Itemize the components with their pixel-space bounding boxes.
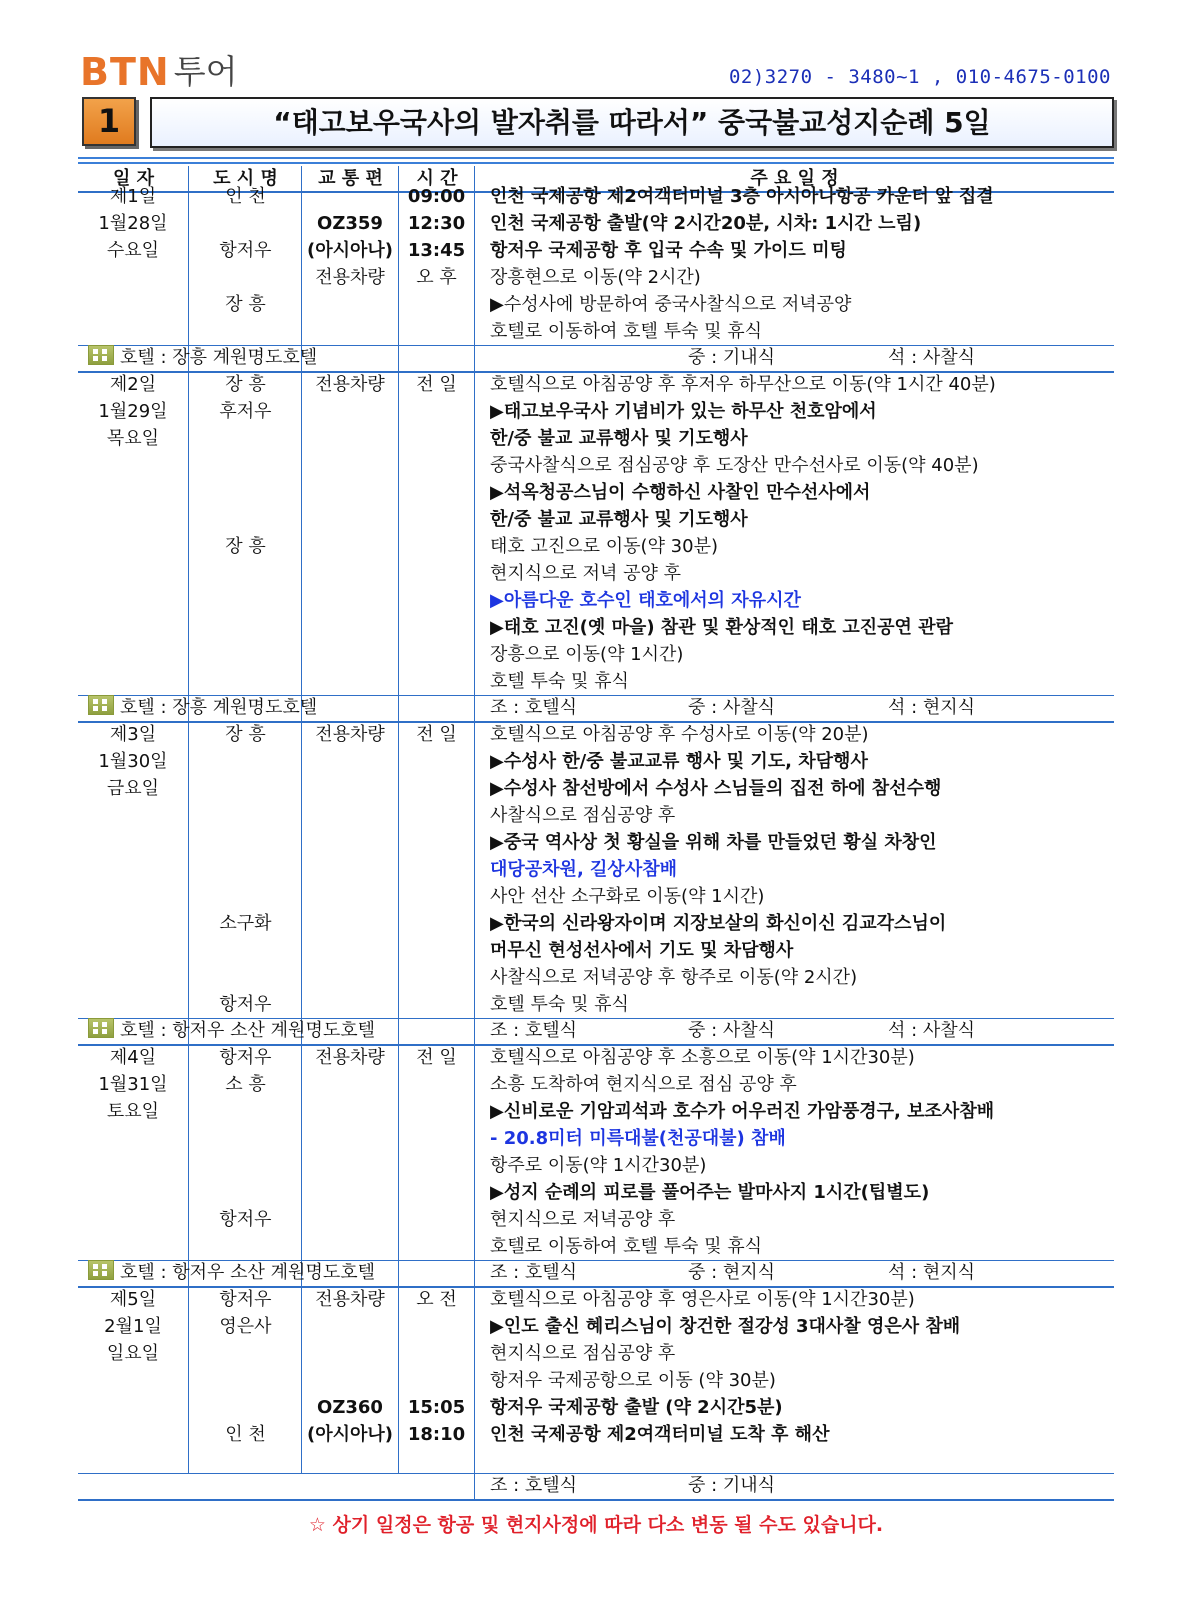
meal-lunch: 중 : 현지식	[688, 1262, 776, 1283]
city: 항저우	[219, 1047, 272, 1068]
schedule-item: 항저우 국제공항으로 이동 (약 30분)	[490, 1370, 776, 1391]
schedule-item: 호텔 투숙 및 휴식	[490, 994, 629, 1015]
schedule-item: 호텔로 이동하여 호텔 투숙 및 휴식	[490, 321, 763, 342]
flight-number: OZ359	[317, 213, 383, 234]
day-weekday: 금요일	[106, 778, 160, 799]
hotel-name: 호텔 : 항저우 소산 계원명도호텔	[120, 1020, 375, 1041]
city: 후저우	[219, 401, 272, 422]
day-weekday: 목요일	[106, 428, 160, 449]
schedule-item: 항저우 국제공항 출발 (약 2시간5분)	[490, 1397, 783, 1418]
schedule-item: 현지식으로 저녁 공양 후	[490, 563, 682, 584]
city: 소구화	[219, 913, 272, 934]
schedule-item: 호텔식으로 아침공양 후 영은사로 이동(약 1시간30분)	[490, 1289, 915, 1310]
column-header-city: 도 시 명	[213, 168, 278, 189]
city: 장 흥	[225, 724, 266, 745]
schedule-item: 중국사찰식으로 점심공양 후 도장산 만수선사로 이동(약 40분)	[490, 455, 979, 476]
hotel-info	[88, 695, 317, 721]
itinerary-number: 1	[82, 97, 136, 146]
schedule-item: ▶태고보우국사 기념비가 있는 하무산 천호암에서	[490, 401, 877, 422]
hotel-info	[88, 1260, 375, 1286]
day-weekday: 토요일	[106, 1101, 160, 1122]
day-label: 제3일	[109, 724, 157, 745]
schedule-item: ▶수성사 한/중 불교교류 행사 및 기도, 차담행사	[490, 751, 868, 772]
city: 장 흥	[225, 536, 266, 557]
day-date: 1월31일	[98, 1074, 168, 1095]
time: 15:05	[407, 1397, 466, 1418]
day-weekday: 일요일	[106, 1343, 160, 1364]
hotel-name: 호텔 : 장흥 계원명도호텔	[120, 697, 318, 718]
transport: 전용차량	[315, 724, 385, 745]
time: 13:45	[407, 240, 466, 261]
schedule-item: - 20.8미터 미륵대불(천공대불) 참배	[490, 1128, 786, 1149]
city: 항저우	[219, 1209, 272, 1230]
schedule-item: 인천 국제공항 제2여객터미널 도착 후 해산	[490, 1424, 830, 1445]
city: 인 천	[225, 186, 266, 207]
schedule-item: 현지식으로 점심공양 후	[490, 1343, 676, 1364]
schedule-item: ▶성지 순례의 피로를 풀어주는 발마사지 1시간(팁별도)	[490, 1182, 930, 1203]
schedule-item: 항주로 이동(약 1시간30분)	[490, 1155, 707, 1176]
schedule-item: 한/중 불교 교류행사 및 기도행사	[490, 428, 748, 449]
meal-dinner: 석 : 현지식	[888, 1262, 976, 1283]
schedule-item: 인천 국제공항 출발(약 2시간20분, 시차: 1시간 느림)	[490, 213, 922, 234]
schedule-item: ▶한국의 신라왕자이며 지장보살의 화신이신 김교각스님이	[490, 913, 947, 934]
column-header-date: 일 자	[112, 168, 155, 189]
column-divider	[398, 166, 399, 1473]
meal-breakfast: 조 : 호텔식	[490, 697, 578, 718]
schedule-item: 소흥 도착하여 현지식으로 점심 공양 후	[490, 1074, 797, 1095]
logo-brand: BTN	[80, 50, 170, 94]
city: 소 흥	[225, 1074, 266, 1095]
day-weekday: 수요일	[106, 240, 160, 261]
schedule-item: 태호 고진으로 이동(약 30분)	[490, 536, 718, 557]
table-bottom-rule	[78, 1499, 1114, 1501]
logo-suffix: 투어	[173, 52, 238, 91]
day-date: 1월30일	[98, 751, 168, 772]
meal-dinner: 석 : 사찰식	[888, 1020, 976, 1041]
table-top-rule	[78, 157, 1114, 159]
schedule-item: ▶인도 출신 혜리스님이 창건한 절강성 3대사찰 영은사 참배	[490, 1316, 961, 1337]
meal-breakfast: 조 : 호텔식	[490, 1262, 578, 1283]
schedule-item: 현지식으로 저녁공양 후	[490, 1209, 676, 1230]
footer-notice: ☆ 상기 일정은 항공 및 현지사정에 따라 다소 변동 될 수도 있습니다.	[308, 1514, 884, 1536]
transport: 전용차량	[315, 1047, 385, 1068]
time: 전 일	[416, 724, 457, 745]
time: 오 전	[416, 1289, 457, 1310]
time: 오 후	[416, 267, 457, 288]
schedule-item: 한/중 불교 교류행사 및 기도행사	[490, 509, 748, 530]
meal-lunch: 중 : 사찰식	[688, 697, 776, 718]
hotel-icon	[88, 1018, 114, 1038]
meal-dinner: 석 : 사찰식	[888, 347, 976, 368]
schedule-item: 호텔 투숙 및 휴식	[490, 671, 629, 692]
schedule-item: ▶석옥청공스님이 수행하신 사찰인 만수선사에서	[490, 482, 871, 503]
schedule-item: ▶수성사에 방문하여 중국사찰식으로 저녁공양	[490, 294, 852, 315]
time: 18:10	[407, 1424, 466, 1445]
schedule-item: ▶수성사 참선방에서 수성사 스님들의 집전 하에 참선수행	[490, 778, 942, 799]
transport: 전용차량	[315, 374, 385, 395]
time: 전 일	[416, 1047, 457, 1068]
day-label: 제5일	[109, 1289, 157, 1310]
schedule-item: 인천 국제공항 제2여객터미널 3층 아시아나항공 카운터 앞 집결	[490, 186, 994, 207]
hotel-icon	[88, 345, 114, 365]
transport: 전용차량	[315, 1289, 385, 1310]
table-top-rule-2	[78, 162, 1114, 164]
airline: (아시아나)	[306, 240, 393, 261]
schedule-item: 호텔식으로 아침공양 후 후저우 하무산으로 이동(약 1시간 40분)	[490, 374, 996, 395]
page-title: “태고보우국사의 발자취를 따라서” 중국불교성지순례 5일	[150, 97, 1114, 148]
schedule-item: 사안 선산 소구화로 이동(약 1시간)	[490, 886, 765, 907]
hotel-name: 호텔 : 항저우 소산 계원명도호텔	[120, 1262, 375, 1283]
city: 항저우	[219, 1289, 272, 1310]
schedule-item: 대당공차원, 길상사참배	[490, 859, 677, 880]
meal-lunch: 중 : 기내식	[688, 1475, 776, 1496]
hotel-info	[88, 1018, 375, 1044]
column-header-transport: 교 통 편	[318, 168, 383, 189]
day-label: 제1일	[109, 186, 157, 207]
hotel-name: 호텔 : 장흥 계원명도호텔	[120, 347, 318, 368]
day-date: 1월29일	[98, 401, 168, 422]
schedule-item: 호텔로 이동하여 호텔 투숙 및 휴식	[490, 1236, 763, 1257]
schedule-item: 항저우 국제공항 후 입국 수속 및 가이드 미팅	[490, 240, 847, 261]
hotel-icon	[88, 1260, 114, 1280]
meal-breakfast: 조 : 호텔식	[490, 1020, 578, 1041]
airline: (아시아나)	[306, 1424, 393, 1445]
schedule-item: 사찰식으로 저녁공양 후 항주로 이동(약 2시간)	[490, 967, 858, 988]
city: 인 천	[225, 1424, 266, 1445]
day-date: 1월28일	[98, 213, 168, 234]
meal-breakfast: 조 : 호텔식	[490, 1475, 578, 1496]
schedule-item: 사찰식으로 점심공양 후	[490, 805, 676, 826]
schedule-item: ▶아름다운 호수인 태호에서의 자유시간	[490, 590, 801, 611]
schedule-item: 호텔식으로 아침공양 후 소흥으로 이동(약 1시간30분)	[490, 1047, 915, 1068]
transport: 전용차량	[315, 267, 385, 288]
time: 12:30	[407, 213, 466, 234]
time: 전 일	[416, 374, 457, 395]
meal-lunch: 중 : 사찰식	[688, 1020, 776, 1041]
time: 09:00	[407, 186, 466, 207]
hotel-icon	[88, 695, 114, 715]
schedule-item: ▶중국 역사상 첫 황실을 위해 차를 만들었던 황실 차창인	[490, 832, 937, 853]
flight-number: OZ360	[317, 1397, 383, 1418]
column-divider	[474, 166, 475, 1500]
schedule-item: 호텔식으로 아침공양 후 수성사로 이동(약 20분)	[490, 724, 869, 745]
contact-phone: 02)3270 - 3480~1 , 010-4675-0100	[728, 66, 1111, 88]
schedule-item: ▶신비로운 기암괴석과 호수가 어우러진 가암풍경구, 보조사참배	[490, 1101, 995, 1122]
schedule-item: 장흥으로 이동(약 1시간)	[490, 644, 684, 665]
schedule-item: 머무신 현성선사에서 기도 및 차담행사	[490, 940, 794, 961]
schedule-item: ▶태호 고진(옛 마을) 참관 및 환상적인 태호 고진공연 관람	[490, 617, 953, 638]
day-label: 제4일	[109, 1047, 157, 1068]
meal-dinner: 석 : 현지식	[888, 697, 976, 718]
schedule-item: 장흥현으로 이동(약 2시간)	[490, 267, 701, 288]
city: 장 흥	[225, 294, 266, 315]
city: 항저우	[219, 994, 272, 1015]
column-header-time: 시 간	[416, 168, 458, 189]
day-date: 2월1일	[104, 1316, 162, 1337]
company-logo	[80, 48, 237, 92]
meal-lunch: 중 : 기내식	[688, 347, 776, 368]
city: 영은사	[219, 1316, 272, 1337]
day-label: 제2일	[109, 374, 157, 395]
column-header-schedule: 주 요 일 정	[750, 168, 839, 189]
row-divider	[78, 1473, 1114, 1474]
city: 장 흥	[225, 374, 266, 395]
city: 항저우	[219, 240, 272, 261]
hotel-info	[88, 345, 317, 371]
